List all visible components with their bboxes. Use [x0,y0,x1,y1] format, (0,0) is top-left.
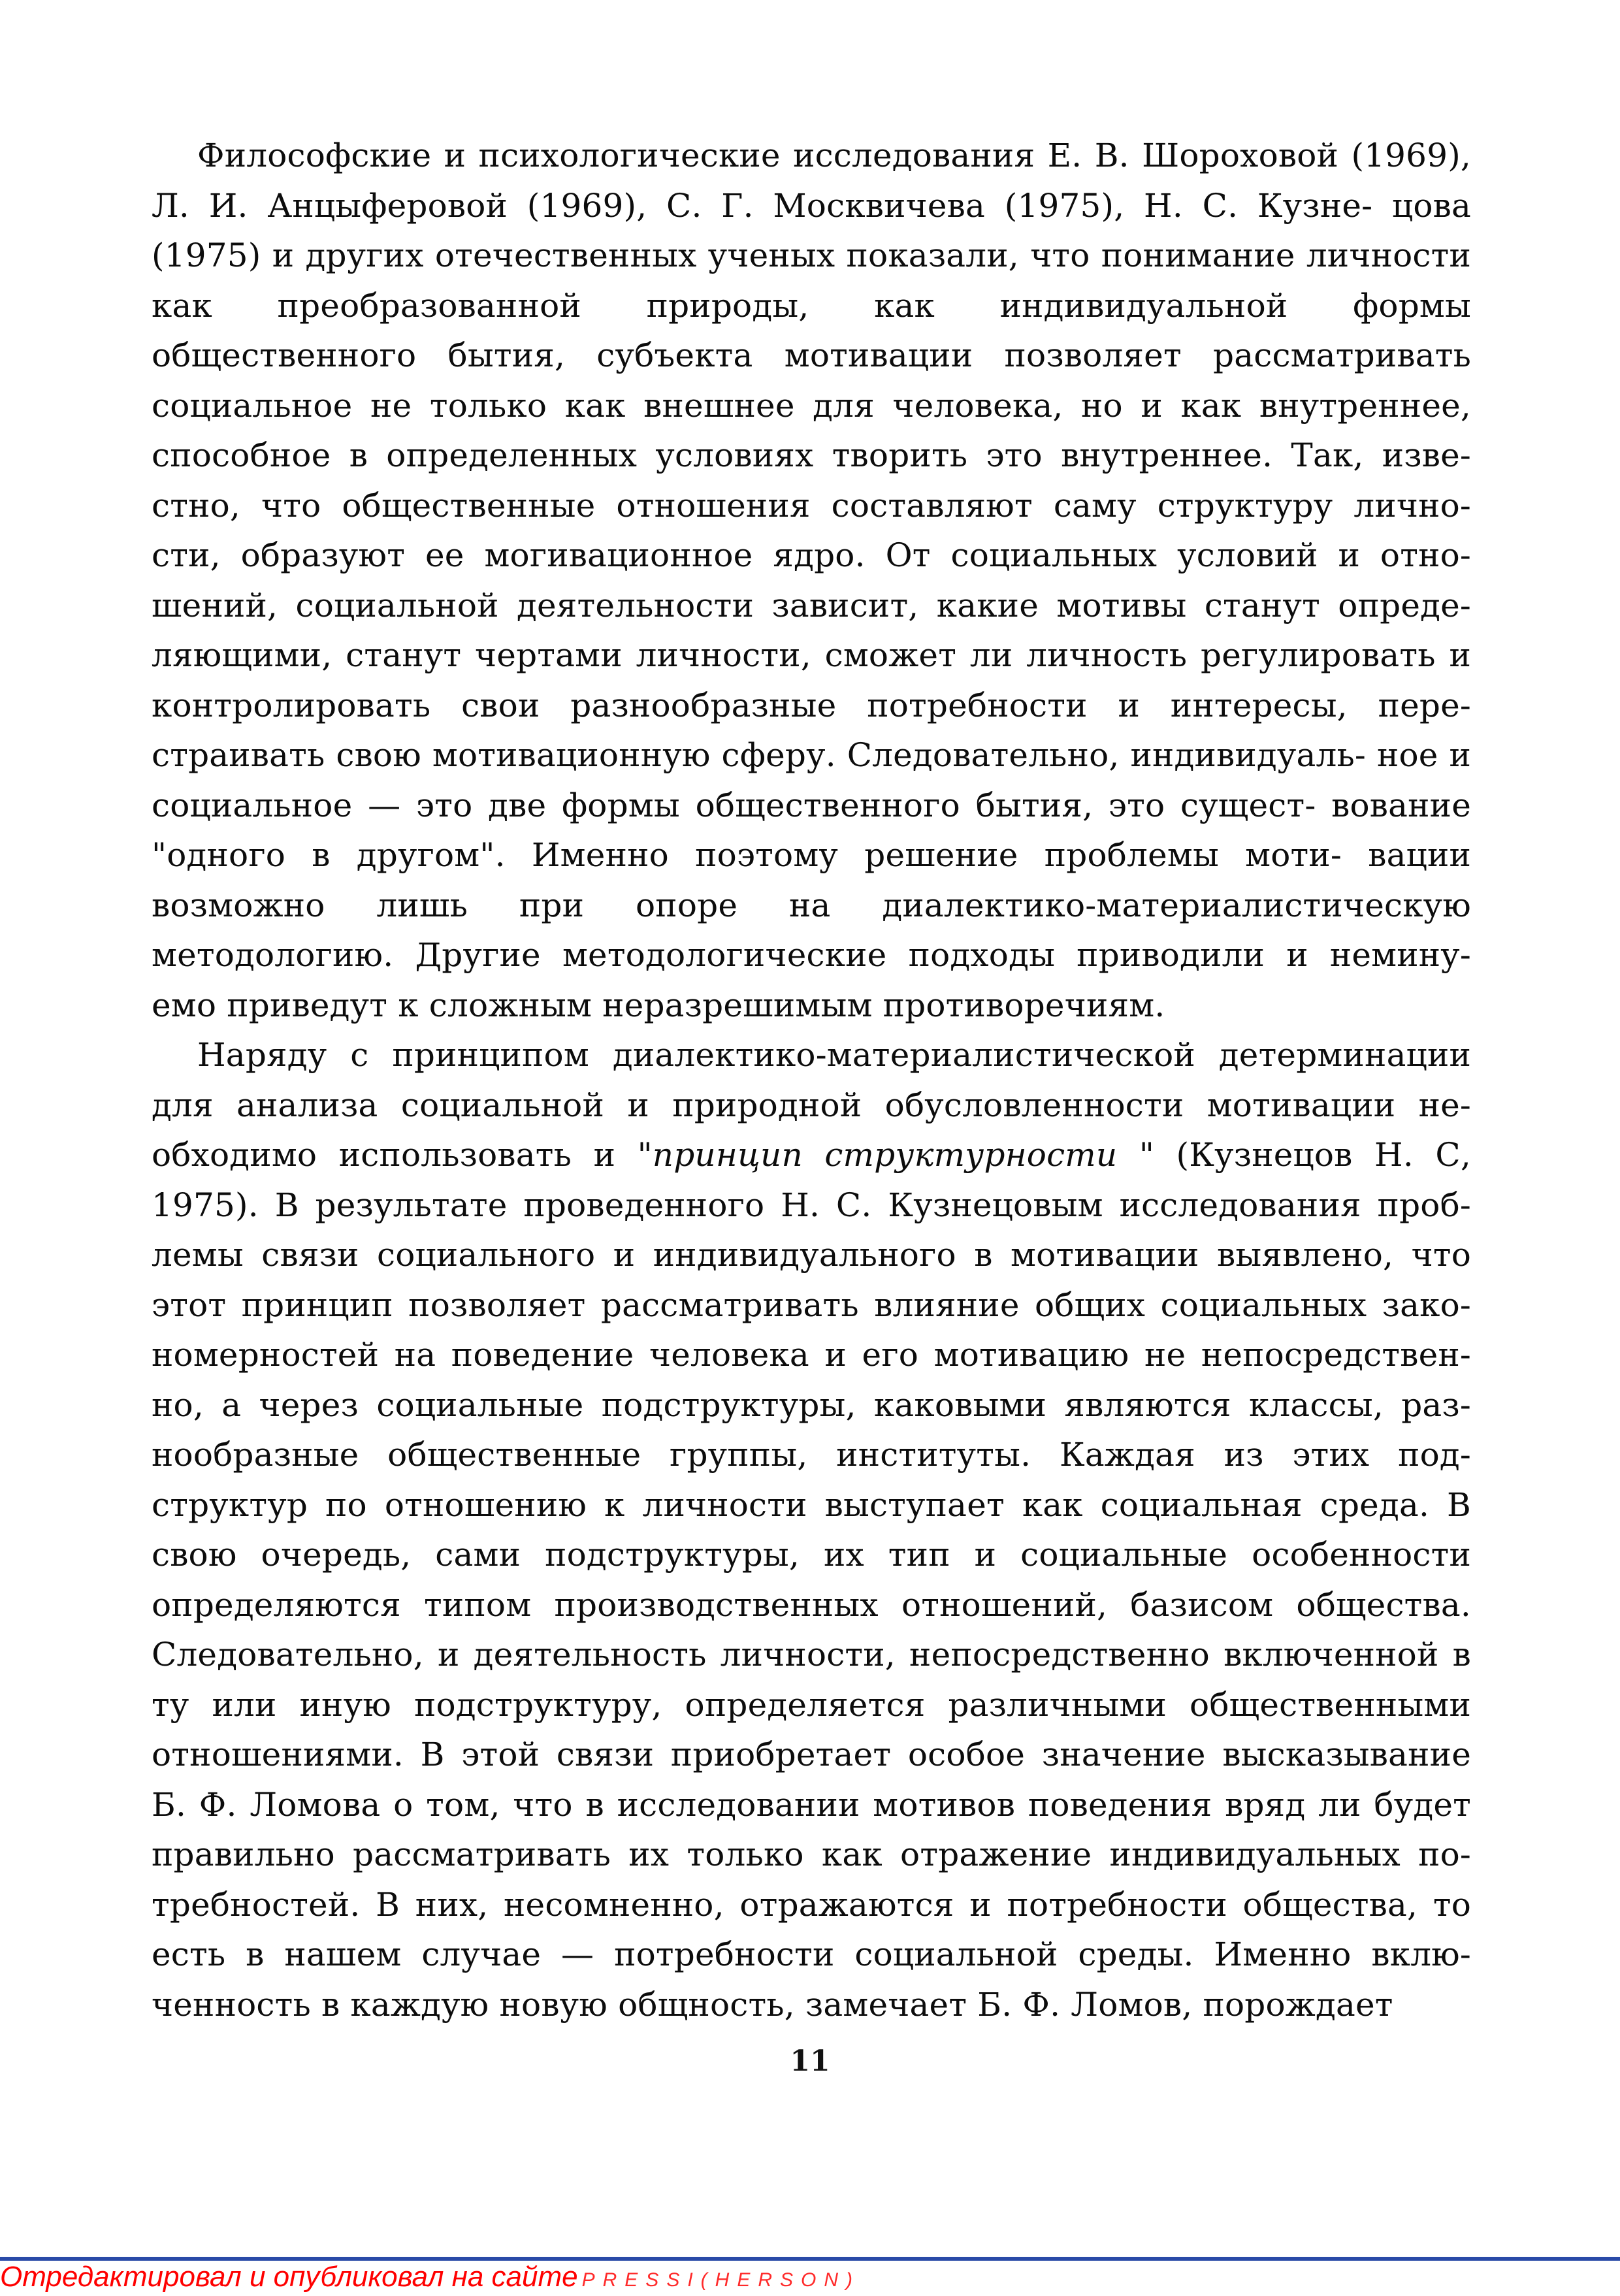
p2-line-8: но, а через социальные подструктуры, каковыми являются классы, раз- [152,1385,1471,1424]
p1-line-17: методологию. Другие методологические подходы приводили и немину- [152,936,1471,974]
footer-site-name[interactable]: PRESSI(HERSON) [581,2269,860,2291]
p2-line-18: требностей. В них, несомненно, отражаются и потребности общества, то [152,1885,1471,1924]
footer-credit-text: Отредактировал и опубликовал на сайте [0,2261,578,2293]
p2-line-15: отношениями. В этой связи приобретает особое значение высказывание [152,1736,1471,1773]
p2-line-3a: обходимо использовать и [152,1136,638,1174]
p1-line-18: емо приведут к сложным неразрешимым противоречиям. [152,986,1165,1024]
p1-line-2: (1969), Л. И. Анцыферовой (1969), С. Г. Москвичева (1975), Н. С. Кузне- [152,137,1472,225]
p1-line-11: ляющими, станут чертами личности, сможет ли личность регулировать [152,636,1436,674]
p2-line-5: лемы связи социального и индивидуального в мотивации выявлено, что [152,1236,1471,1274]
p1-line-10: шений, социальной деятельности зависит, какие мотивы станут опреде- [152,586,1471,624]
p1-line-13: страивать свою мотивационную сферу. Следовательно, индивидуаль- [152,736,1366,774]
p2-line-2: для анализа социальной и природной обусловленности мотивации не- [152,1086,1471,1124]
body-text [152,131,1471,2029]
p2-line-6: этот принцип позволяет рассматривать влияние общих социальных зако- [152,1285,1471,1324]
p2-line-3b: (Кузнецов Н. С, [1154,1136,1471,1174]
footer-credit [0,2261,860,2296]
p1-line-14: ное и социальное — это две формы общественного бытия, это сущест- [152,736,1472,824]
p1-line-7: способное в определенных условиях творить это внутреннее. Так, изве- [152,436,1471,474]
paragraph-1 [152,131,1471,1030]
principle-emphasis: "принцип структурности " [637,1136,1155,1174]
p2-line-7: номерностей на поведение человека и его мотивацию не непосредствен- [152,1336,1471,1374]
p2-line-10: структур по отношению к личности выступает как социальная среда. [152,1485,1430,1524]
paragraph-2 [152,1030,1471,2029]
p2-line-1: Наряду с принципом диалектико-материалистической детерминации [197,1036,1471,1074]
p2-line-17: правильно рассматривать их только как отражение индивидуальных по- [152,1835,1471,1873]
page-number: 11 [790,2045,830,2078]
p1-line-16: вации возможно лишь при опоре на диалектико-материалистическую [152,836,1472,924]
p2-line-14: в ту или иную подструктуру, определяется различными общественными [152,1636,1472,1724]
p1-line-9: сти, образуют ее могивационное ядро. От социальных условий и отно- [152,536,1471,574]
p2-line-11: В свою очередь, сами подструктуры, их тип и социальные особенности [152,1485,1471,1574]
p1-line-3: цова (1975) и других отечественных ученых показали, что понимание [152,186,1472,274]
p2-line-13: Следовательно, и деятельность личности, непосредственно включенной [152,1636,1439,1673]
p2-line-20: ченность в каждую новую общность, замечает Б. Ф. Ломов, порождает [152,1985,1393,2024]
p1-line-6: социальное не только как внешнее для человека, но и как внутреннее, [152,386,1471,425]
p2-line-4: 1975). В результате проведенного Н. С. Кузнецовым исследования проб- [152,1186,1471,1224]
p1-line-1: Философские и психологические исследования Е. В. Шороховой [197,137,1339,174]
p1-line-5: общественного бытия, субъекта мотивации позволяет рассматривать [152,336,1471,374]
p2-line-9: нообразные общественные группы, институты. Каждая из этих под- [152,1436,1471,1474]
p2-line-16: Б. Ф. Ломова о том, что в исследовании мотивов поведения вряд ли будет [152,1785,1471,1824]
p1-line-15: вование "одного в другом". Именно поэтому решение проблемы моти- [152,786,1471,874]
p2-line-19: есть в нашем случае — потребности социальной среды. Именно вклю- [152,1935,1471,1973]
p1-line-8: стно, что общественные отношения составляют саму структуру лично- [152,486,1471,525]
p1-line-4: личности как преобразованной природы, как индивидуальной формы [152,236,1472,325]
p2-line-12: определяются типом производственных отношений, базисом общества. [152,1585,1471,1624]
p1-line-12: и контролировать свои разнообразные потребности и интересы, пере- [152,636,1472,724]
